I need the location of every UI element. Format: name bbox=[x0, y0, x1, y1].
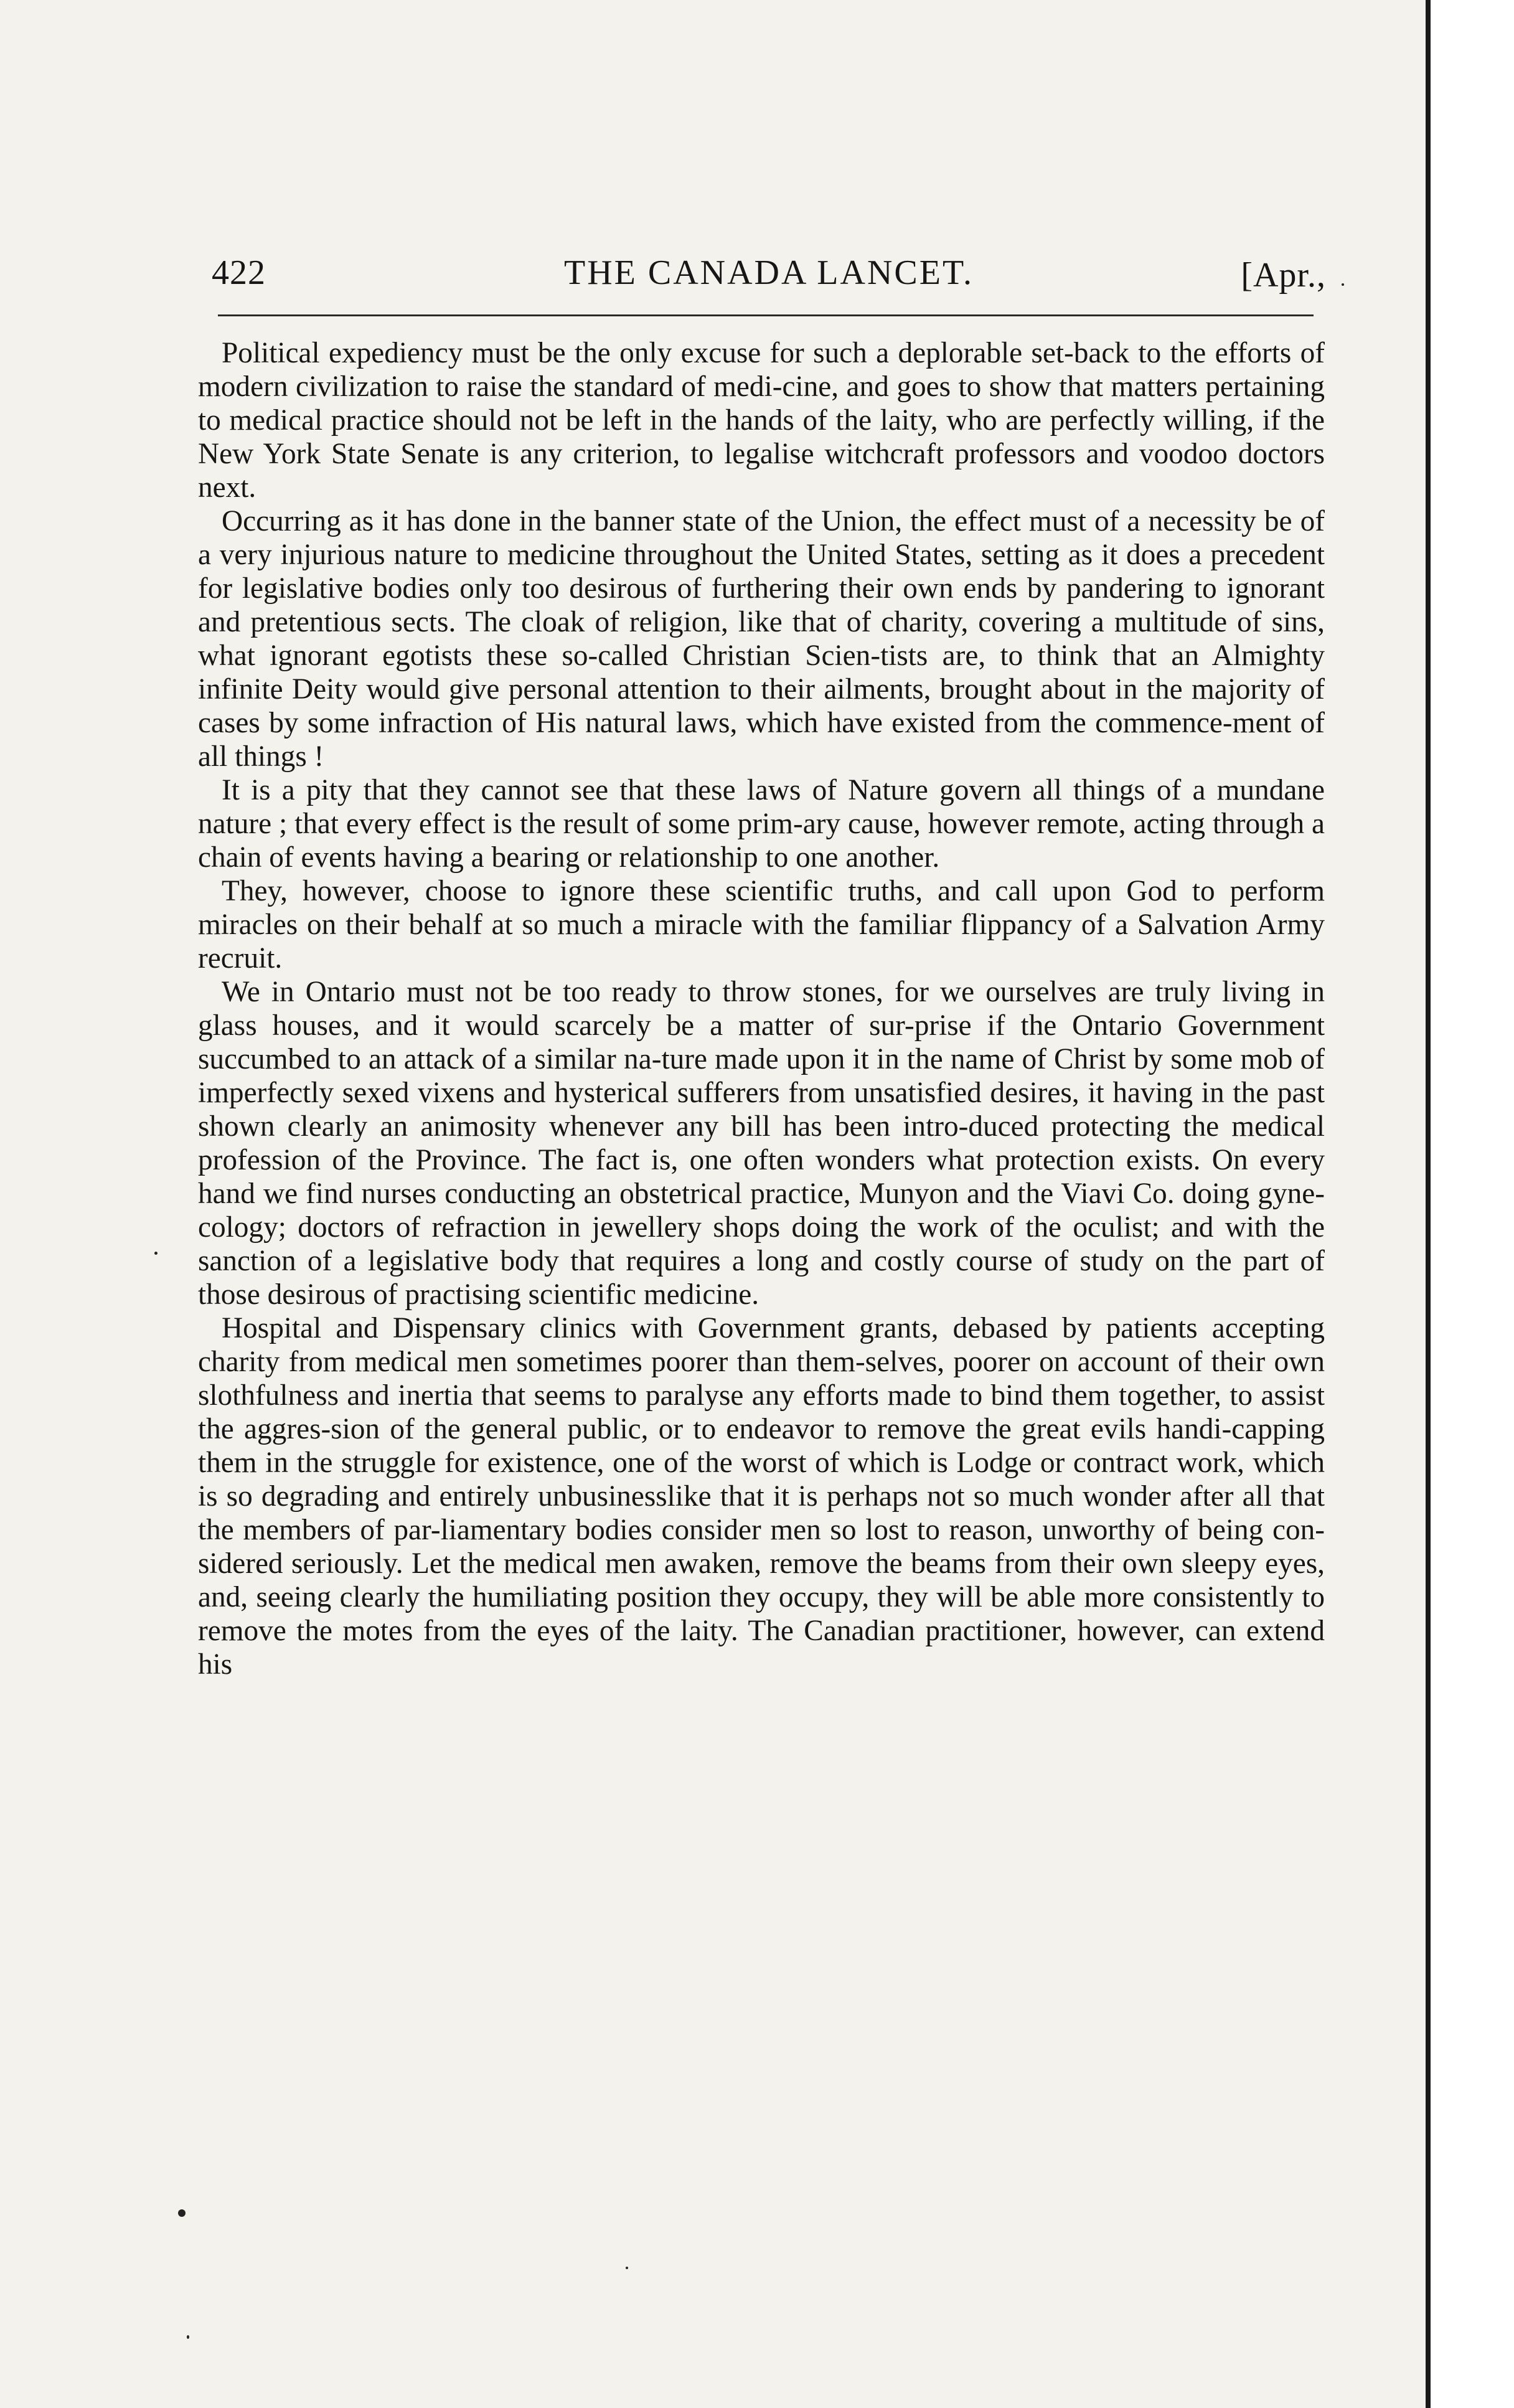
scan-margin bbox=[1431, 0, 1514, 2408]
page-edge-shadow bbox=[1426, 0, 1431, 2408]
journal-title: THE CANADA LANCET. bbox=[563, 253, 974, 292]
paragraph-3: It is a pity that they cannot see that these laws of Nature govern all things of a mundane nature ; that every effect is the result of some prim-ary cause, however remote, acting through a chain of events having a bearing or relationship to one another. bbox=[198, 774, 1325, 874]
paragraph-4: They, however, choose to ignore these scientific truths, and call upon God to perform miracles on their behalf at so much a miracle with the familiar flippancy of a Salvation Army recruit. bbox=[198, 875, 1325, 975]
ink-speck bbox=[154, 1252, 158, 1255]
paragraph-6: Hospital and Dispensary clinics with Government grants, debased by patients accepting charity from medical men sometimes poorer than them-selves, poorer on account of their own slothfulness and inertia that seems to paralyse any efforts made to bind them together, to assist the aggres-sion of the general public, or to endeavor to remove the great evils handi-capping them in the struggle for existence, one of the worst of which is Lodge or contract work, which is so degrading and entirely unbusinesslike that it is perhaps not so much wonder after all that the members of par-liamentary bodies consider men so lost to reason, unworthy of being con-sidered seriously. Let the medical men awaken, remove the beams from their own sleepy eyes, and, seeing clearly the humiliating position they occupy, they will be able more consistently to remove the motes from the eyes of the laity. The Canadian practitioner, however, can extend his bbox=[198, 1312, 1325, 1681]
running-header bbox=[212, 249, 1326, 305]
paragraph-1: Political expediency must be the only excuse for such a deplorable set-back to the efforts of modern civilization to raise the standard of medi-cine, and goes to show that matters pertaining to medical practice should not be left in the hands of the laity, who are perfectly willing, if the New York State Senate is any criterion, to legalise witchcraft professors and voodoo doctors next. bbox=[198, 337, 1325, 504]
header-rule bbox=[218, 314, 1314, 316]
article-body bbox=[198, 336, 1325, 1681]
ink-speck bbox=[178, 2209, 186, 2217]
page-number: 422 bbox=[212, 253, 266, 292]
ink-speck bbox=[626, 2267, 628, 2269]
paragraph-5: We in Ontario must not be too ready to throw stones, for we ourselves are truly living in glass houses, and it would scarcely be a matter of sur-prise if the Ontario Government succumbed to an attack of a similar na-ture made upon it in the name of Christ by some mob of imperfectly sexed vixens and hysterical sufferers from unsatisfied desires, it having in the past shown clearly an animosity whenever any bill has been intro-duced protecting the medical profession of the Province. The fact is, one often wonders what protection exists. On every hand we find nurses conducting an obstetrical practice, Munyon and the Viavi Co. doing gyne-cology; doctors of refraction in jewellery shops doing the work of the oculist; and with the sanction of a legislative body that requires a long and costly course of study on the part of those desirous of practising scientific medicine. bbox=[198, 976, 1325, 1311]
ink-speck bbox=[187, 2335, 189, 2339]
ink-speck bbox=[1342, 283, 1344, 286]
paragraph-2: Occurring as it has done in the banner state of the Union, the effect must of a necessity be of a very injurious nature to medicine throughout the United States, setting as it does a precedent for legislative bodies only too desirous of furthering their own ends by pandering to ignorant and pretentious sects. The cloak of religion, like that of charity, covering a multitude of sins, what ignorant egotists these so-called Christian Scien-tists are, to think that an Almighty infinite Deity would give personal attention to their ailments, brought about in the majority of cases by some infraction of His natural laws, which have existed from the commence-ment of all things ! bbox=[198, 505, 1325, 773]
issue-date: [Apr., bbox=[1241, 256, 1326, 295]
